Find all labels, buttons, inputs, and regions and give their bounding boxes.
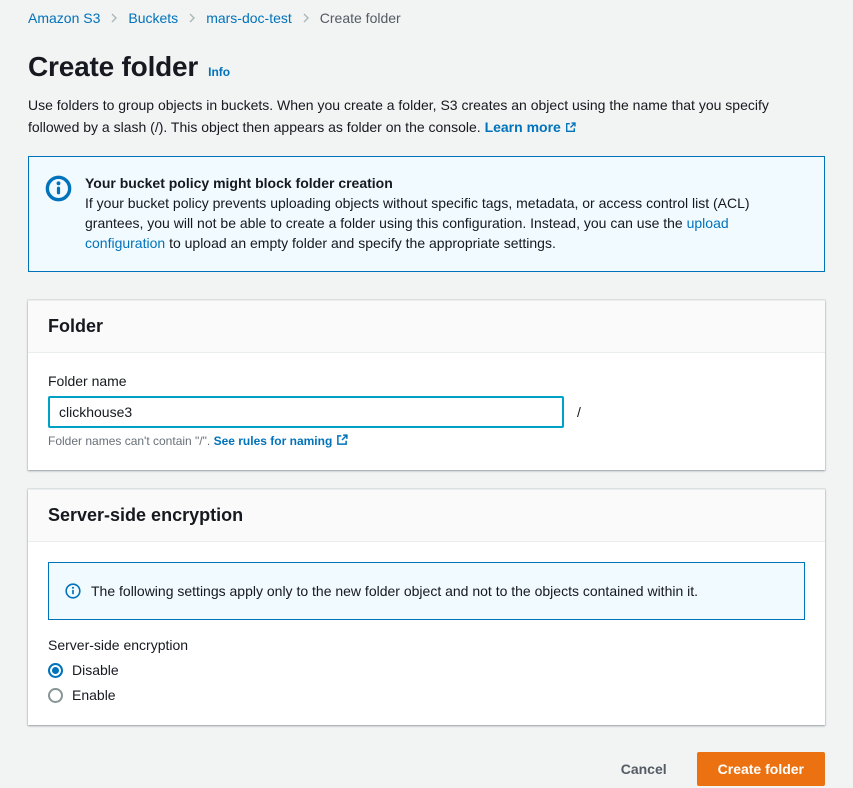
form-actions: [28, 752, 825, 786]
folder-section-title: Folder: [48, 316, 104, 336]
folder-name-row: [48, 396, 805, 428]
encryption-section: [28, 489, 825, 725]
alert-body: If your bucket policy prevents uploading objects without specific tags, metadata, or access control list (ACL) grantees, you will not be able to create a folder using this configuration. Instead, you can use the upload configuration to upload an empty folder and specify the appropriate settings.: [85, 195, 750, 251]
radio-unselected-icon[interactable]: [48, 688, 63, 703]
breadcrumb-current-page: Create folder: [319, 10, 401, 26]
info-circle-icon: [65, 583, 81, 599]
info-circle-icon: [45, 175, 72, 202]
folder-name-input[interactable]: [48, 396, 564, 428]
chevron-right-icon: [109, 13, 119, 23]
cancel-button[interactable]: Cancel: [617, 755, 671, 783]
bucket-policy-alert: [28, 156, 825, 272]
encryption-info-alert: [48, 562, 805, 620]
external-link-icon: [336, 434, 348, 446]
folder-name-label: Folder name: [48, 373, 127, 389]
page-header: [28, 51, 825, 83]
encryption-section-title: Server-side encryption: [48, 505, 244, 525]
page-description: [28, 94, 818, 138]
breadcrumb-buckets[interactable]: Buckets: [128, 10, 179, 26]
encryption-section-header: [28, 490, 825, 542]
upload-configuration-link[interactable]: upload configuration: [85, 215, 729, 251]
encryption-info-text: The following settings apply only to the new folder object and not to the objects contained within it.: [91, 583, 699, 599]
external-link-icon: [565, 122, 576, 133]
folder-name-hint: Folder names can't contain "/". See rules for naming: [48, 434, 805, 448]
alert-title: Your bucket policy might block folder creation: [85, 175, 393, 191]
radio-selected-icon[interactable]: [48, 663, 63, 678]
folder-section-body: [28, 353, 825, 470]
description-text: Use folders to group objects in buckets. When you create a folder, S3 creates an object using the name that you specify followed by a slash (/). This object then appears as folder on the console.: [28, 97, 769, 135]
breadcrumb-amazon-s3[interactable]: Amazon S3: [28, 10, 101, 26]
radio-option-disable[interactable]: Disable: [48, 662, 805, 678]
breadcrumb: [28, 10, 825, 26]
learn-more-link[interactable]: Learn more: [485, 119, 576, 135]
create-folder-button[interactable]: Create folder: [697, 752, 825, 786]
page-title: Create folder: [28, 51, 199, 82]
alert-content: [85, 173, 805, 253]
radio-option-enable[interactable]: Enable: [48, 687, 805, 703]
encryption-radio-group-label: Server-side encryption: [48, 637, 189, 653]
chevron-right-icon: [187, 13, 197, 23]
slash-suffix: /: [577, 404, 581, 420]
info-link[interactable]: Info: [208, 65, 231, 79]
naming-rules-link[interactable]: See rules for naming: [214, 434, 349, 448]
folder-section: [28, 300, 825, 470]
breadcrumb-bucket-name[interactable]: mars-doc-test: [206, 10, 292, 26]
chevron-right-icon: [301, 13, 311, 23]
encryption-section-body: [28, 542, 825, 725]
folder-section-header: [28, 301, 825, 353]
